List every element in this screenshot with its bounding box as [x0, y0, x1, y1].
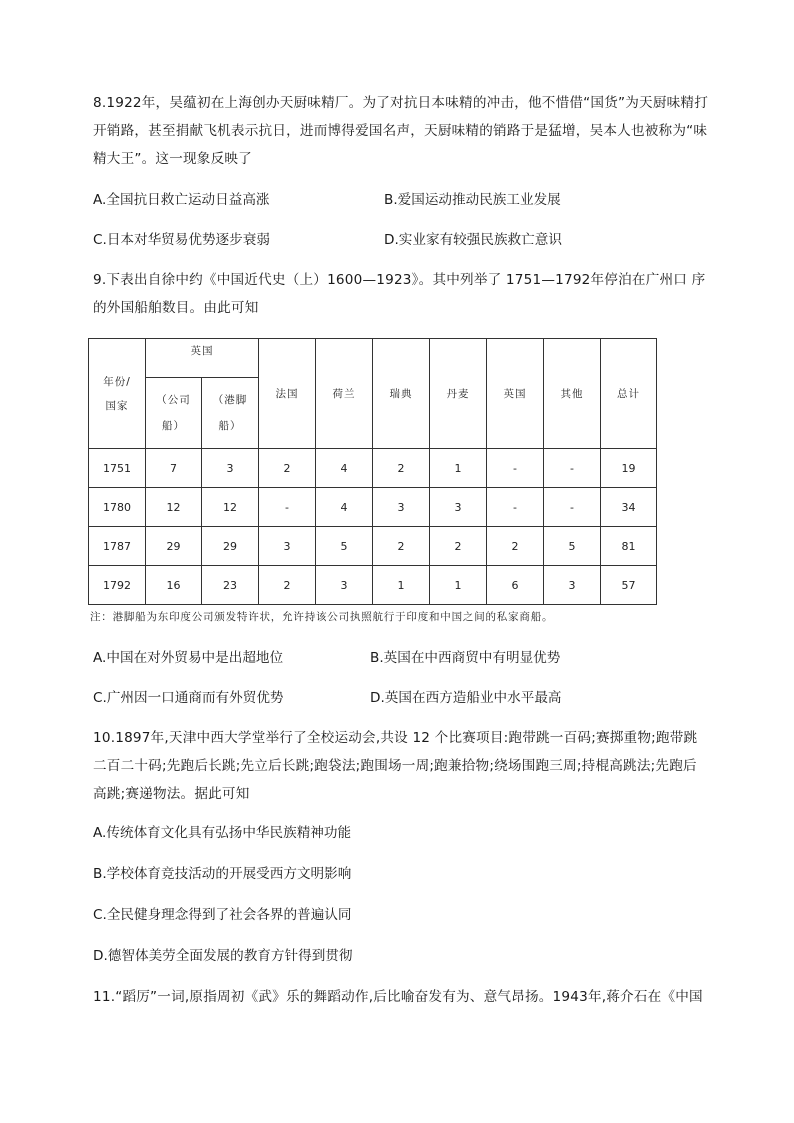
subheader-company-ship-line1: （公司	[156, 394, 191, 406]
table-cell: 2	[259, 566, 316, 605]
table-cell: 1792	[89, 566, 146, 605]
corner-header-line1: 年份/	[103, 375, 131, 388]
table-cell: -	[544, 488, 601, 527]
table-cell: 3	[544, 566, 601, 605]
question-10-option-c: C.全民健身理念得到了社会各界的普遍认同	[93, 907, 352, 923]
table-cell: 1	[430, 566, 487, 605]
table-row	[89, 566, 657, 605]
table-cell: 4	[316, 488, 373, 527]
table-cell: 2	[373, 449, 430, 488]
question-10-option-b: B.学校体育竞技活动的开展受西方文明影响	[93, 866, 352, 882]
table-row	[89, 527, 657, 566]
question-10-option-a: A.传统体育文化具有弘扬中华民族精神功能	[93, 825, 352, 841]
corner-header-line2: 国家	[105, 399, 129, 412]
question-9-stem: 9.下表出自徐中约《中国近代史（上）1600—1923》。其中列举了 1751—1792年停泊在广州口 序的外国船舶数目。由此可知	[93, 272, 706, 316]
table-cell: 1780	[89, 488, 146, 527]
table-cell: 6	[487, 566, 544, 605]
britain-header: 英国	[146, 339, 259, 378]
table-cell: 1787	[89, 527, 146, 566]
table-cell: 1	[430, 449, 487, 488]
question-8-option-a: A.全国抗日救亡运动日益高涨	[93, 192, 270, 208]
table-cell: 3	[259, 527, 316, 566]
table-cell: 4	[316, 449, 373, 488]
table-note: 注：港脚船为东印度公司颁发特许状，允许持该公司执照航行于印度和中国之间的私家商船。	[90, 611, 554, 623]
question-9-option-b: B.英国在中西商贸中有明显优势	[370, 650, 561, 666]
table-cell: 23	[202, 566, 259, 605]
col-header-total: 总计	[601, 339, 657, 449]
question-8-option-d: D.实业家有较强民族救亡意识	[384, 232, 562, 248]
col-header-france: 法国	[259, 339, 316, 449]
subheader-port-ship	[202, 378, 259, 449]
table-cell: -	[487, 488, 544, 527]
table-cell: 16	[146, 566, 202, 605]
question-11-stem: 11.“蹈厉”一词,原指周初《武》乐的舞蹈动作,后比喻奋发有为、意气昂扬。1943年,蒋介石在《中国	[93, 989, 703, 1005]
table-cell: -	[487, 449, 544, 488]
table-row	[89, 449, 657, 488]
table-cell: 2	[259, 449, 316, 488]
subheader-company-ship-line2: 船）	[162, 420, 185, 432]
table-cell: 12	[146, 488, 202, 527]
table-cell: 29	[146, 527, 202, 566]
table-cell: -	[544, 449, 601, 488]
table-cell: 5	[316, 527, 373, 566]
table-cell: 3	[373, 488, 430, 527]
question-8-option-c: C.日本对华贸易优势逐步衰弱	[93, 232, 270, 248]
table-cell: 3	[202, 449, 259, 488]
subheader-port-ship-line1: （港脚	[212, 394, 248, 406]
table-cell: 1	[373, 566, 430, 605]
table-cell: -	[259, 488, 316, 527]
table-cell: 57	[601, 566, 657, 605]
table-cell: 1751	[89, 449, 146, 488]
col-header-other: 其他	[544, 339, 601, 449]
question-9-option-a: A.中国在对外贸易中是出超地位	[93, 650, 284, 666]
col-header-denmark: 丹麦	[430, 339, 487, 449]
question-9-option-d: D.英国在西方造船业中水平最高	[370, 690, 562, 706]
question-10-option-d: D.德智体美劳全面发展的教育方针得到贯彻	[93, 948, 353, 964]
col-header-netherlands: 荷兰	[316, 339, 373, 449]
table-cell: 7	[146, 449, 202, 488]
table-row	[89, 488, 657, 527]
subheader-port-ship-line2: 船）	[218, 420, 242, 432]
subheader-company-ship	[146, 378, 202, 449]
table-cell: 34	[601, 488, 657, 527]
table-cell: 2	[487, 527, 544, 566]
question-8-stem: 8.1922年，吴蕴初在上海创办天厨味精厂。为了对抗日本味精的冲击，他不惜借“国货”为天厨味精打开销路，甚至捐献飞机表示抗日，进而博得爱国名声，天厨味精的销路于是猛增，吴本人也被称为“味精大王”。这一现象反映了	[93, 95, 708, 167]
col-header-britain2: 英国	[487, 339, 544, 449]
table-cell: 19	[601, 449, 657, 488]
table-cell: 3	[430, 488, 487, 527]
table-cell: 2	[430, 527, 487, 566]
question-9-option-c: C.广州因一口通商而有外贸优势	[93, 690, 284, 706]
corner-header	[89, 339, 146, 449]
col-header-sweden: 瑞典	[373, 339, 430, 449]
table-cell: 3	[316, 566, 373, 605]
table-cell: 29	[202, 527, 259, 566]
ships-table	[88, 338, 657, 605]
table-cell: 12	[202, 488, 259, 527]
question-10-stem: 10.1897年,天津中西大学堂举行了全校运动会,共设 12 个比赛项目:跑带跳一百码;赛掷重物;跑带跳二百二十码;先跑后长跳;先立后长跳;跑袋法;跑围场一周;跑兼拾物;绕场围跑三周;持棍高跳法;先跑后高跳;赛递物法。据此可知	[93, 730, 698, 802]
table-cell: 5	[544, 527, 601, 566]
question-8-option-b: B.爱国运动推动民族工业发展	[384, 192, 561, 208]
table-cell: 2	[373, 527, 430, 566]
table-cell: 81	[601, 527, 657, 566]
